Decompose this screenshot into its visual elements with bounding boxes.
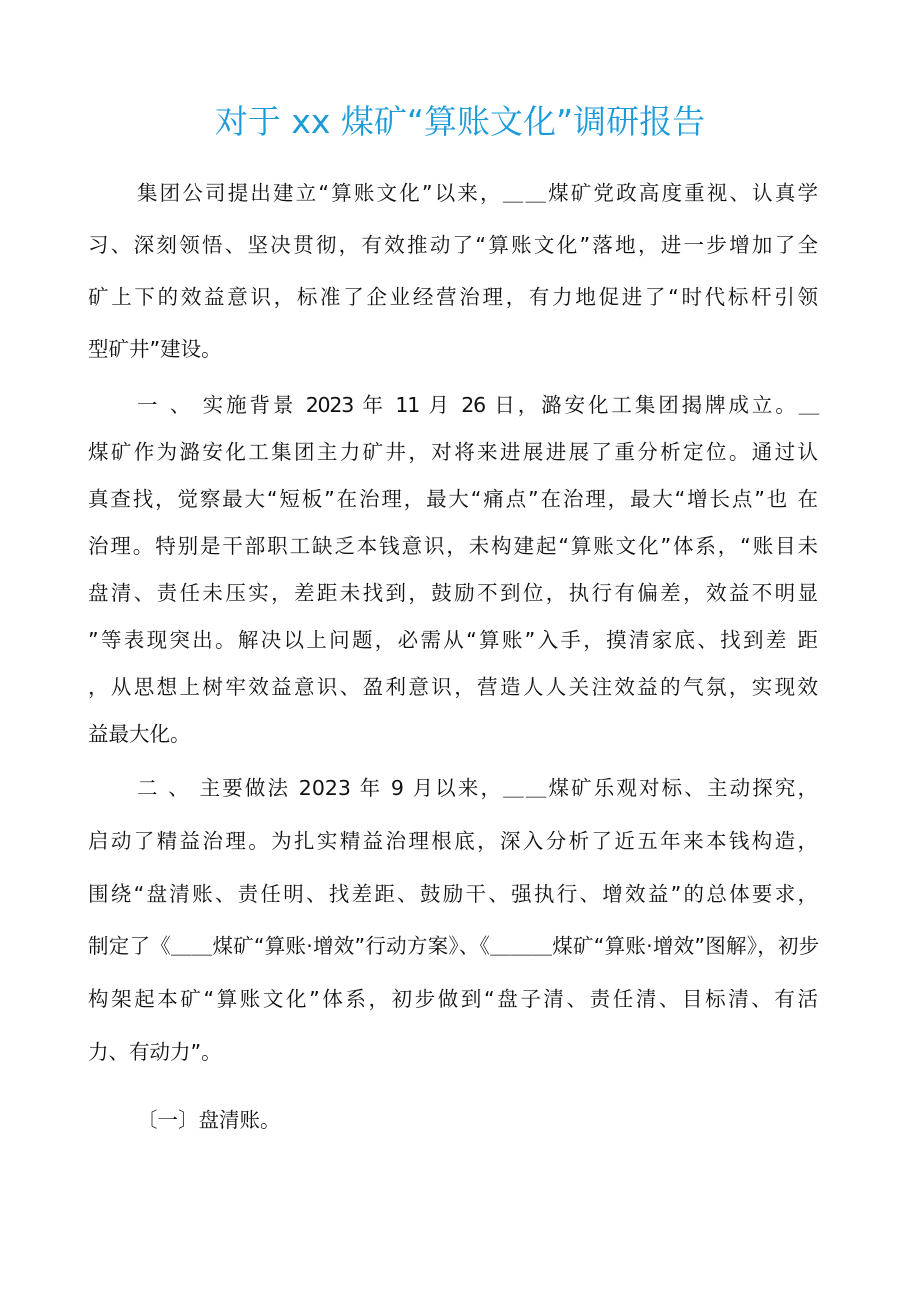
paragraph-line: 矿上下的效益意识，标准了企业经营治理，有力地促进了“时代标杆引领 [88,285,818,309]
paragraph-line: 构架起本矿“算账文化”体系，初步做到“盘子清、责任清、目标清、有活 [88,987,818,1012]
paragraph-line: 二 、 主要做法 2023 年 9 月以来，＿＿煤矿乐观对标、主动探究， [137,776,818,800]
paragraph-line: 煤矿作为潞安化工集团主力矿井，对将来进展进展了重分析定位。通过认 [88,440,818,464]
paragraph-line: 真查找，觉察最大“短板”在治理，最大“痛点”在治理，最大“增长点”也 在 [88,487,818,511]
paragraph-line: 〔一〕盘清账。 [137,1108,281,1132]
paragraph-line: 一 、 实施背景 2023 年 11 月 26 日，潞安化工集团揭牌成立。＿ [137,393,818,417]
paragraph-line: ”等表现突出。解决以上问题，必需从“算账”入手，摸清家底、找到差 距 [88,628,818,652]
paragraph-line: 习、深刻领悟、坚决贯彻，有效推动了“算账文化”落地，进一步增加了全 [88,233,818,257]
paragraph-line: 型矿井”建设。 [88,337,222,361]
paragraph-line: 盘清、责任未压实，差距未找到，鼓励不到位，执行有偏差，效益不明显 [88,581,818,605]
paragraph-line: 制定了《＿＿煤矿“算账·增效”行动方案》、《＿＿＿煤矿“算账·增效”图解》，初步 [88,934,818,959]
paragraph-line: 力、有动力”。 [88,1040,222,1064]
paragraph-line: 集团公司提出建立“算账文化”以来，＿＿煤矿党政高度重视、认真学 [137,181,818,205]
document-title: 对于 xx 煤矿“算账文化”调研报告 [214,102,706,141]
paragraph-line: 启动了精益治理。为扎实精益治理根底，深入分析了近五年来本钱构造， [88,828,818,853]
paragraph-line: 治理。特别是干部职工缺乏本钱意识，未构建起“算账文化”体系，“账目未 [88,534,818,558]
paragraph-line: 益最大化。 [88,722,191,746]
paragraph-line: 围绕“盘清账、责任明、找差距、鼓励干、强执行、增效益”的总体要求， [88,881,818,906]
paragraph-line: ，从思想上树牢效益意识、盈利意识，营造人人关注效益的气氛，实现效 [88,675,818,699]
